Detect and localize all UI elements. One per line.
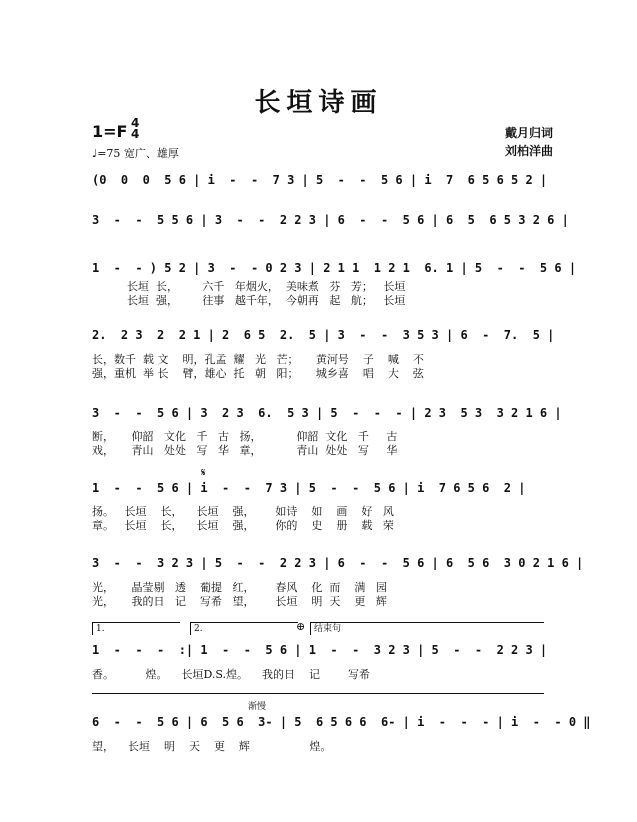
lyric-line: 戏， 青山 处处 写 华 章， 青山 处处 写 华	[92, 444, 398, 457]
lyric-line: 断， 仰韶 文化 千 古 扬， 仰韶 文化 千 古	[92, 430, 398, 443]
volta-brackets	[92, 622, 544, 638]
volta-second-ending: 2.	[190, 622, 298, 635]
score-row-2: 3 - - 5 5 6 | 3 - - 2 2 3 | 6 - - 5 6 | 6 5 6 5 3 2 6 |	[92, 213, 569, 227]
time-signature	[131, 118, 139, 140]
volta-first-ending: 1.	[92, 622, 180, 635]
lyric-line: 香。 煌。 长垣D.S.煌。 我的日 记 写希	[92, 668, 370, 681]
score-row-5: 3 - - 5 6 | 3 2 3 6. 5 3 | 5 - - - | 2 3 5 3 3 2 1 6 |	[92, 406, 562, 420]
lyric-line: 长，数千 载 文 明，孔孟 耀 光 芒； 黄河号 子 喊 不	[92, 353, 424, 366]
segno-sign: 𝄋	[201, 466, 206, 479]
time-signature-top: 4	[131, 116, 140, 130]
tempo-marking: ♩=75 宽广、雄厚	[92, 147, 179, 160]
volta-ending-phrase: 结束句	[310, 622, 544, 635]
lyric-line: 长垣 长， 六千 年烟火， 美味煮 芬 芳； 长垣	[92, 280, 406, 293]
lyric-line: 光， 我的日 记 写希 望， 长垣 明 天 更 辉	[92, 595, 387, 608]
score-row-9: 6 - - 5 6 | 6 5 6 3- | 5 6 5 6 6 6- | i - - - | i - - 0 ‖	[92, 715, 591, 729]
composer-credit: 刘柏洋曲	[504, 144, 553, 158]
lyric-line: 扬。 长垣 长， 长垣 强， 如诗 如 画 好 风	[92, 505, 394, 518]
lyric-line: 光， 晶莹剔 透 葡提 红， 春风 化 而 满 园	[92, 581, 387, 594]
lyric-line: 长垣 强， 往事 越千年， 今朝再 起 航； 长垣	[92, 294, 406, 307]
score-row-6: 1 - - 5 6 | i - - 7 3 | 5 - - 5 6 | i 7 6 5 6 2 |	[92, 481, 526, 495]
section-rule	[92, 693, 544, 694]
coda-sign: ⊕	[296, 620, 306, 633]
tempo-change-marking: 渐慢	[248, 702, 267, 712]
lyricist-credit: 戴月归词	[504, 126, 553, 140]
score-row-7: 3 - - 3 2 3 | 5 - - 2 2 3 | 6 - - 5 6 | 6 5 6 3 0 2 1 6 |	[92, 556, 584, 570]
score-row-8: 1 - - - :| 1 - - 5 6 | 1 - - 3 2 3 | 5 - - 2 2 3 |	[92, 643, 548, 657]
lyric-line: 望， 长垣 明 天 更 辉 煌。	[92, 740, 332, 753]
lyric-line: 章。 长垣 长， 长垣 强， 你的 史 册 载 荣	[92, 519, 394, 532]
score-row-1: (0 0 0 5 6 | i - - 7 3 | 5 - - 5 6 | i 7 6 5 6 5 2 |	[92, 173, 548, 187]
song-title: 长垣诗画	[254, 88, 383, 118]
time-signature-bottom: 4	[131, 127, 140, 141]
lyric-line: 强，重机 举 长 臂，雄心 托 朝 阳； 城乡喜 唱 大 弦	[92, 367, 424, 380]
key-signature: 1=F	[92, 122, 128, 141]
score-row-4: 2. 2 3 2 2 1 | 2 6 5 2. 5 | 3 - - 3 5 3 | 6 - 7. 5 |	[92, 328, 555, 342]
score-row-3: 1 - - ) 5 2 | 3 - - 0 2 3 | 2 1 1 1 2 1 6. 1 | 5 - - 5 6 |	[92, 261, 577, 275]
